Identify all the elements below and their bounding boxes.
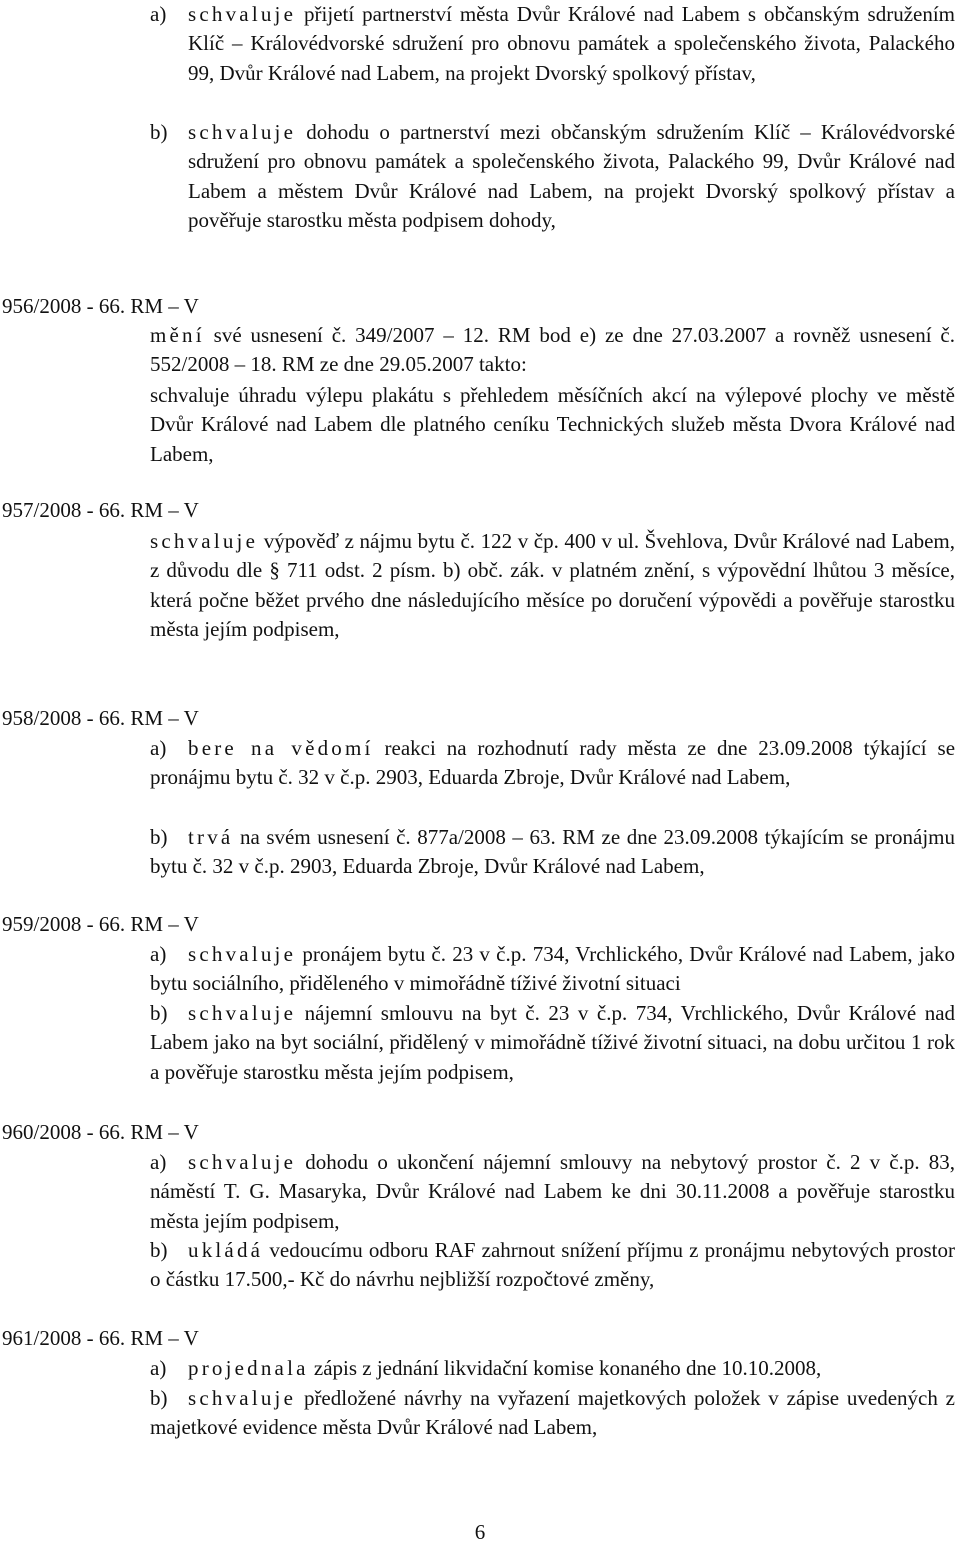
resolution-text: na svém usnesení č. 877a/2008 – 63. RM ze dne 23.09.2008 týkajícím se pronájmu bytu č. 32 v č.p. 2903, Eduarda Zbroje, Dvůr Králové nad Labem, bbox=[150, 825, 955, 879]
resolution-heading: 956/2008 - 66. RM – V bbox=[2, 294, 199, 318]
resolution-960-item-b bbox=[150, 1236, 955, 1295]
resolution-text: přijetí partnerství města Dvůr Králové nad Labem s občanským sdružením Klíč – Královédvorské sdružení pro obnovu památek a společenského života, Palackého 99, Dvůr Králové nad Labem, na projekt Dvorský spolkový přístav, bbox=[188, 2, 956, 85]
item-label: a) bbox=[150, 942, 167, 966]
resolution-verb: trvá bbox=[188, 825, 234, 849]
resolution-verb: projednala bbox=[188, 1356, 309, 1380]
resolution-959-item-a bbox=[150, 940, 955, 999]
item-label: a) bbox=[150, 736, 167, 760]
intro-item-a bbox=[188, 0, 955, 88]
resolution-text: zápis z jednání likvidační komise konaného dne 10.10.2008, bbox=[313, 1356, 822, 1380]
resolution-957-body bbox=[150, 527, 955, 645]
resolution-verb: ukládá bbox=[188, 1238, 264, 1262]
resolution-verb: schvaluje bbox=[188, 1150, 297, 1174]
resolution-heading: 957/2008 - 66. RM – V bbox=[2, 498, 199, 522]
resolution-verb: schvaluje bbox=[188, 120, 297, 144]
resolution-verb: mění bbox=[150, 323, 205, 347]
resolution-958-item-b bbox=[150, 823, 955, 882]
resolution-verb: schvaluje bbox=[188, 2, 297, 26]
item-label: b) bbox=[150, 1001, 168, 1025]
resolution-text: nájemní smlouvu na byt č. 23 v č.p. 734, Vrchlického, Dvůr Králové nad Labem jako na byt sociální, přidělený v mimořádně tíživé životní situaci, na dobu určitou 1 rok a pověřuje starostku města jejím podpisem, bbox=[150, 1001, 956, 1084]
item-label: a) bbox=[150, 1150, 167, 1174]
page-number: 6 bbox=[474, 1520, 486, 1544]
resolution-text: předložené návrhy na vyřazení majetkových položek v zápise uvedených z majetkové evidence města Dvůr Králové nad Labem, bbox=[150, 1386, 956, 1440]
resolution-text: dohodu o partnerství mezi občanským sdružením Klíč – Královédvorské sdružení pro obnovu památek a společenského života, Palackého 99, Dvůr Králové nad Labem a městem Dvůr Králové nad Labem, na projekt Dvorský spolkový přístav a pověřuje starostku města podpisem dohody, bbox=[188, 120, 956, 233]
item-label: a) bbox=[150, 1356, 167, 1380]
resolution-961-item-a bbox=[150, 1354, 955, 1383]
item-label: a) bbox=[150, 2, 167, 26]
resolution-verb: bere na vědomí bbox=[188, 736, 374, 760]
resolution-958-item-a bbox=[150, 734, 955, 793]
resolution-959-item-b bbox=[150, 999, 955, 1087]
resolution-text: dohodu o ukončení nájemní smlouvy na nebytový prostor č. 2 v č.p. 83, náměstí T. G. Masaryka, Dvůr Králové nad Labem ke dni 30.11.2008 a pověřuje starostku města jejím podpisem, bbox=[150, 1150, 955, 1233]
item-label: b) bbox=[150, 1238, 168, 1262]
resolution-verb: schvaluje bbox=[188, 1386, 297, 1410]
resolution-960-item-a bbox=[150, 1148, 955, 1236]
resolution-text: vedoucímu odboru RAF zahrnout snížení příjmu z pronájmu nebytových prostor o částku 17.500,- Kč do návrhu nejbližší rozpočtové změny, bbox=[150, 1238, 955, 1292]
resolution-956-body bbox=[150, 321, 955, 380]
resolution-heading: 960/2008 - 66. RM – V bbox=[2, 1120, 199, 1144]
resolution-text: pronájem bytu č. 23 v č.p. 734, Vrchlického, Dvůr Králové nad Labem, jako bytu sociálního, přiděleného v mimořádně tíživé životní situaci bbox=[150, 942, 956, 996]
resolution-956-body-continued: schvaluje úhradu výlepu plakátu s přehledem měsíčních akcí na výlepové plochy ve městě Dvůr Králové nad Labem dle platného ceníku Technických služeb města Dvora Králové nad Labem, bbox=[150, 383, 955, 466]
item-label: b) bbox=[150, 825, 168, 849]
resolution-heading: 959/2008 - 66. RM – V bbox=[2, 912, 199, 936]
resolution-text: své usnesení č. 349/2007 – 12. RM bod e) ze dne 27.03.2007 a rovněž usnesení č. 552/2008 – 18. RM ze dne 29.05.2007 takto: bbox=[150, 323, 955, 377]
resolution-verb: schvaluje bbox=[188, 1001, 297, 1025]
resolution-verb: schvaluje bbox=[150, 529, 259, 553]
resolution-text: reakci na rozhodnutí rady města ze dne 23.09.2008 týkající se pronájmu bytu č. 32 v č.p. 2903, Eduarda Zbroje, Dvůr Králové nad Labem, bbox=[150, 736, 956, 790]
item-label: b) bbox=[150, 120, 168, 144]
resolution-961-item-b bbox=[150, 1384, 955, 1443]
resolution-text: výpověď z nájmu bytu č. 122 v čp. 400 v ul. Švehlova, Dvůr Králové nad Labem, z důvodu dle § 711 odst. 2 písm. b) obč. zák. v platném znění, s výpovědní lhůtou 3 měsíce, která počne běžet prvého dne následujícího měsíce po doručení výpovědi a pověřuje starostku města jejím podpisem, bbox=[150, 529, 956, 642]
intro-item-b bbox=[188, 118, 955, 236]
resolution-verb: schvaluje bbox=[188, 942, 297, 966]
resolution-heading: 958/2008 - 66. RM – V bbox=[2, 706, 199, 730]
resolution-heading: 961/2008 - 66. RM – V bbox=[2, 1326, 199, 1350]
item-label: b) bbox=[150, 1386, 168, 1410]
